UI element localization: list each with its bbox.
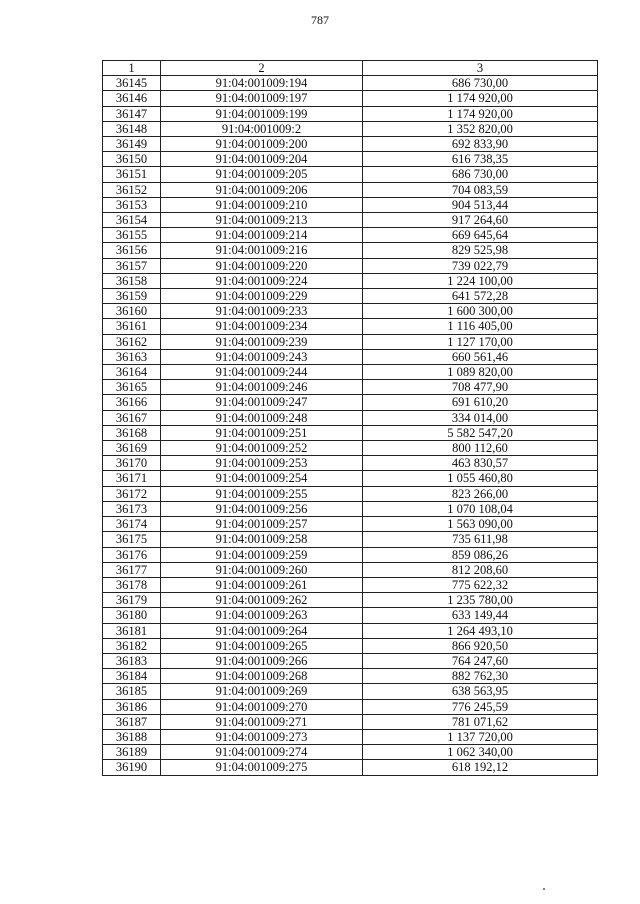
cadastral-number-cell: 91:04:001009:265 bbox=[161, 638, 363, 653]
row-number-cell: 36146 bbox=[103, 91, 161, 106]
cadastral-value-cell: 641 572,28 bbox=[363, 289, 598, 304]
cadastral-value-cell: 708 477,90 bbox=[363, 380, 598, 395]
table-row bbox=[103, 501, 598, 516]
row-number-cell: 36162 bbox=[103, 334, 161, 349]
cadastral-value-cell: 866 920,50 bbox=[363, 638, 598, 653]
row-number-cell: 36158 bbox=[103, 273, 161, 288]
table-row bbox=[103, 289, 598, 304]
cadastral-value-cell: 5 582 547,20 bbox=[363, 425, 598, 440]
row-number-cell: 36157 bbox=[103, 258, 161, 273]
cadastral-value-table bbox=[102, 60, 598, 776]
table-row bbox=[103, 425, 598, 440]
cadastral-number-cell: 91:04:001009:224 bbox=[161, 273, 363, 288]
row-number-cell: 36183 bbox=[103, 653, 161, 668]
cadastral-number-cell: 91:04:001009:263 bbox=[161, 608, 363, 623]
cadastral-value-cell: 1 600 300,00 bbox=[363, 304, 598, 319]
cadastral-number-cell: 91:04:001009:258 bbox=[161, 532, 363, 547]
row-number-cell: 36150 bbox=[103, 152, 161, 167]
cadastral-number-cell: 91:04:001009:261 bbox=[161, 577, 363, 592]
cadastral-number-cell: 91:04:001009:257 bbox=[161, 517, 363, 532]
stray-dot bbox=[543, 888, 545, 890]
table-row bbox=[103, 745, 598, 760]
row-number-cell: 36148 bbox=[103, 121, 161, 136]
cadastral-number-cell: 91:04:001009:206 bbox=[161, 182, 363, 197]
table-row bbox=[103, 714, 598, 729]
cadastral-number-cell: 91:04:001009:229 bbox=[161, 289, 363, 304]
cadastral-value-cell: 882 762,30 bbox=[363, 669, 598, 684]
cadastral-number-cell: 91:04:001009:233 bbox=[161, 304, 363, 319]
row-number-cell: 36160 bbox=[103, 304, 161, 319]
column-header-number: 1 bbox=[103, 61, 161, 76]
table-row bbox=[103, 532, 598, 547]
row-number-cell: 36168 bbox=[103, 425, 161, 440]
cadastral-value-cell: 704 083,59 bbox=[363, 182, 598, 197]
cadastral-number-cell: 91:04:001009:248 bbox=[161, 410, 363, 425]
row-number-cell: 36187 bbox=[103, 714, 161, 729]
table-row bbox=[103, 380, 598, 395]
table-row bbox=[103, 304, 598, 319]
cadastral-value-cell: 823 266,00 bbox=[363, 486, 598, 501]
table-row bbox=[103, 243, 598, 258]
row-number-cell: 36166 bbox=[103, 395, 161, 410]
cadastral-number-cell: 91:04:001009:251 bbox=[161, 425, 363, 440]
table-row bbox=[103, 137, 598, 152]
table-row bbox=[103, 486, 598, 501]
cadastral-value-cell: 812 208,60 bbox=[363, 562, 598, 577]
cadastral-value-cell: 633 149,44 bbox=[363, 608, 598, 623]
table-row bbox=[103, 349, 598, 364]
cadastral-value-cell: 859 086,26 bbox=[363, 547, 598, 562]
row-number-cell: 36167 bbox=[103, 410, 161, 425]
cadastral-value-cell: 692 833,90 bbox=[363, 137, 598, 152]
cadastral-value-cell: 1 137 720,00 bbox=[363, 729, 598, 744]
row-number-cell: 36149 bbox=[103, 137, 161, 152]
table-row bbox=[103, 106, 598, 121]
cadastral-value-cell: 334 014,00 bbox=[363, 410, 598, 425]
table-row bbox=[103, 684, 598, 699]
row-number-cell: 36163 bbox=[103, 349, 161, 364]
cadastral-value-cell: 618 192,12 bbox=[363, 760, 598, 775]
row-number-cell: 36180 bbox=[103, 608, 161, 623]
row-number-cell: 36184 bbox=[103, 669, 161, 684]
cadastral-value-cell: 1 235 780,00 bbox=[363, 593, 598, 608]
row-number-cell: 36156 bbox=[103, 243, 161, 258]
cadastral-number-cell: 91:04:001009:255 bbox=[161, 486, 363, 501]
row-number-cell: 36153 bbox=[103, 197, 161, 212]
cadastral-number-cell: 91:04:001009:275 bbox=[161, 760, 363, 775]
cadastral-value-cell: 1 070 108,04 bbox=[363, 501, 598, 516]
row-number-cell: 36159 bbox=[103, 289, 161, 304]
cadastral-number-cell: 91:04:001009:271 bbox=[161, 714, 363, 729]
cadastral-number-cell: 91:04:001009:274 bbox=[161, 745, 363, 760]
cadastral-number-cell: 91:04:001009:220 bbox=[161, 258, 363, 273]
table-row bbox=[103, 623, 598, 638]
cadastral-number-cell: 91:04:001009:2 bbox=[161, 121, 363, 136]
table-row bbox=[103, 760, 598, 775]
cadastral-number-cell: 91:04:001009:270 bbox=[161, 699, 363, 714]
table-row bbox=[103, 167, 598, 182]
row-number-cell: 36172 bbox=[103, 486, 161, 501]
cadastral-value-cell: 691 610,20 bbox=[363, 395, 598, 410]
cadastral-number-cell: 91:04:001009:216 bbox=[161, 243, 363, 258]
cadastral-number-cell: 91:04:001009:260 bbox=[161, 562, 363, 577]
table-row bbox=[103, 410, 598, 425]
table-header-row bbox=[103, 61, 598, 76]
table-row bbox=[103, 577, 598, 592]
table-row bbox=[103, 152, 598, 167]
row-number-cell: 36176 bbox=[103, 547, 161, 562]
table-row bbox=[103, 669, 598, 684]
cadastral-value-cell: 776 245,59 bbox=[363, 699, 598, 714]
row-number-cell: 36169 bbox=[103, 441, 161, 456]
cadastral-number-cell: 91:04:001009:246 bbox=[161, 380, 363, 395]
cadastral-number-cell: 91:04:001009:200 bbox=[161, 137, 363, 152]
row-number-cell: 36181 bbox=[103, 623, 161, 638]
table-row bbox=[103, 365, 598, 380]
row-number-cell: 36155 bbox=[103, 228, 161, 243]
table-header bbox=[103, 61, 598, 76]
table-row bbox=[103, 76, 598, 91]
cadastral-number-cell: 91:04:001009:214 bbox=[161, 228, 363, 243]
cadastral-number-cell: 91:04:001009:197 bbox=[161, 91, 363, 106]
table-row bbox=[103, 91, 598, 106]
cadastral-number-cell: 91:04:001009:205 bbox=[161, 167, 363, 182]
table-row bbox=[103, 395, 598, 410]
row-number-cell: 36147 bbox=[103, 106, 161, 121]
table-row bbox=[103, 562, 598, 577]
cadastral-number-cell: 91:04:001009:254 bbox=[161, 471, 363, 486]
table-row bbox=[103, 729, 598, 744]
cadastral-number-cell: 91:04:001009:213 bbox=[161, 213, 363, 228]
column-header-cadastral-number: 2 bbox=[161, 61, 363, 76]
table-row bbox=[103, 608, 598, 623]
cadastral-value-cell: 764 247,60 bbox=[363, 653, 598, 668]
table-row bbox=[103, 593, 598, 608]
table-row bbox=[103, 182, 598, 197]
row-number-cell: 36182 bbox=[103, 638, 161, 653]
cadastral-value-cell: 775 622,32 bbox=[363, 577, 598, 592]
table-row bbox=[103, 273, 598, 288]
cadastral-value-cell: 1 563 090,00 bbox=[363, 517, 598, 532]
table-row bbox=[103, 258, 598, 273]
cadastral-number-cell: 91:04:001009:264 bbox=[161, 623, 363, 638]
column-header-cadastral-value: 3 bbox=[363, 61, 598, 76]
table-row bbox=[103, 441, 598, 456]
table-row bbox=[103, 456, 598, 471]
cadastral-number-cell: 91:04:001009:244 bbox=[161, 365, 363, 380]
cadastral-value-cell: 686 730,00 bbox=[363, 167, 598, 182]
row-number-cell: 36173 bbox=[103, 501, 161, 516]
cadastral-number-cell: 91:04:001009:266 bbox=[161, 653, 363, 668]
cadastral-number-cell: 91:04:001009:210 bbox=[161, 197, 363, 212]
row-number-cell: 36189 bbox=[103, 745, 161, 760]
row-number-cell: 36188 bbox=[103, 729, 161, 744]
cadastral-number-cell: 91:04:001009:247 bbox=[161, 395, 363, 410]
cadastral-value-cell: 781 071,62 bbox=[363, 714, 598, 729]
cadastral-value-cell: 1 089 820,00 bbox=[363, 365, 598, 380]
cadastral-value-cell: 1 352 820,00 bbox=[363, 121, 598, 136]
row-number-cell: 36175 bbox=[103, 532, 161, 547]
cadastral-number-cell: 91:04:001009:256 bbox=[161, 501, 363, 516]
row-number-cell: 36151 bbox=[103, 167, 161, 182]
cadastral-value-cell: 1 174 920,00 bbox=[363, 91, 598, 106]
table-row bbox=[103, 547, 598, 562]
row-number-cell: 36177 bbox=[103, 562, 161, 577]
table-row bbox=[103, 517, 598, 532]
row-number-cell: 36164 bbox=[103, 365, 161, 380]
table-row bbox=[103, 213, 598, 228]
cadastral-value-cell: 616 738,35 bbox=[363, 152, 598, 167]
cadastral-value-cell: 1 116 405,00 bbox=[363, 319, 598, 334]
cadastral-value-cell: 463 830,57 bbox=[363, 456, 598, 471]
table-row bbox=[103, 319, 598, 334]
cadastral-number-cell: 91:04:001009:262 bbox=[161, 593, 363, 608]
cadastral-value-cell: 800 112,60 bbox=[363, 441, 598, 456]
table-row bbox=[103, 197, 598, 212]
row-number-cell: 36179 bbox=[103, 593, 161, 608]
table-row bbox=[103, 334, 598, 349]
cadastral-number-cell: 91:04:001009:234 bbox=[161, 319, 363, 334]
cadastral-value-cell: 669 645,64 bbox=[363, 228, 598, 243]
cadastral-number-cell: 91:04:001009:204 bbox=[161, 152, 363, 167]
cadastral-number-cell: 91:04:001009:239 bbox=[161, 334, 363, 349]
row-number-cell: 36171 bbox=[103, 471, 161, 486]
cadastral-number-cell: 91:04:001009:252 bbox=[161, 441, 363, 456]
cadastral-value-cell: 686 730,00 bbox=[363, 76, 598, 91]
table-body bbox=[103, 76, 598, 775]
table-row bbox=[103, 653, 598, 668]
table-row bbox=[103, 228, 598, 243]
cadastral-value-cell: 904 513,44 bbox=[363, 197, 598, 212]
cadastral-number-cell: 91:04:001009:268 bbox=[161, 669, 363, 684]
cadastral-number-cell: 91:04:001009:194 bbox=[161, 76, 363, 91]
row-number-cell: 36154 bbox=[103, 213, 161, 228]
row-number-cell: 36145 bbox=[103, 76, 161, 91]
cadastral-number-cell: 91:04:001009:273 bbox=[161, 729, 363, 744]
table-row bbox=[103, 471, 598, 486]
row-number-cell: 36190 bbox=[103, 760, 161, 775]
row-number-cell: 36186 bbox=[103, 699, 161, 714]
cadastral-number-cell: 91:04:001009:199 bbox=[161, 106, 363, 121]
row-number-cell: 36174 bbox=[103, 517, 161, 532]
table-row bbox=[103, 121, 598, 136]
row-number-cell: 36161 bbox=[103, 319, 161, 334]
cadastral-value-cell: 917 264,60 bbox=[363, 213, 598, 228]
cadastral-value-cell: 638 563,95 bbox=[363, 684, 598, 699]
cadastral-value-cell: 1 264 493,10 bbox=[363, 623, 598, 638]
cadastral-value-cell: 735 611,98 bbox=[363, 532, 598, 547]
row-number-cell: 36152 bbox=[103, 182, 161, 197]
cadastral-value-cell: 1 174 920,00 bbox=[363, 106, 598, 121]
cadastral-value-cell: 1 224 100,00 bbox=[363, 273, 598, 288]
page-number: 787 bbox=[311, 13, 329, 27]
cadastral-number-cell: 91:04:001009:259 bbox=[161, 547, 363, 562]
cadastral-number-cell: 91:04:001009:269 bbox=[161, 684, 363, 699]
cadastral-value-cell: 739 022,79 bbox=[363, 258, 598, 273]
cadastral-value-cell: 1 062 340,00 bbox=[363, 745, 598, 760]
row-number-cell: 36185 bbox=[103, 684, 161, 699]
cadastral-number-cell: 91:04:001009:253 bbox=[161, 456, 363, 471]
cadastral-value-cell: 660 561,46 bbox=[363, 349, 598, 364]
table-row bbox=[103, 638, 598, 653]
row-number-cell: 36178 bbox=[103, 577, 161, 592]
cadastral-value-cell: 829 525,98 bbox=[363, 243, 598, 258]
cadastral-number-cell: 91:04:001009:243 bbox=[161, 349, 363, 364]
cadastral-value-cell: 1 127 170,00 bbox=[363, 334, 598, 349]
row-number-cell: 36165 bbox=[103, 380, 161, 395]
row-number-cell: 36170 bbox=[103, 456, 161, 471]
cadastral-value-cell: 1 055 460,80 bbox=[363, 471, 598, 486]
table-row bbox=[103, 699, 598, 714]
